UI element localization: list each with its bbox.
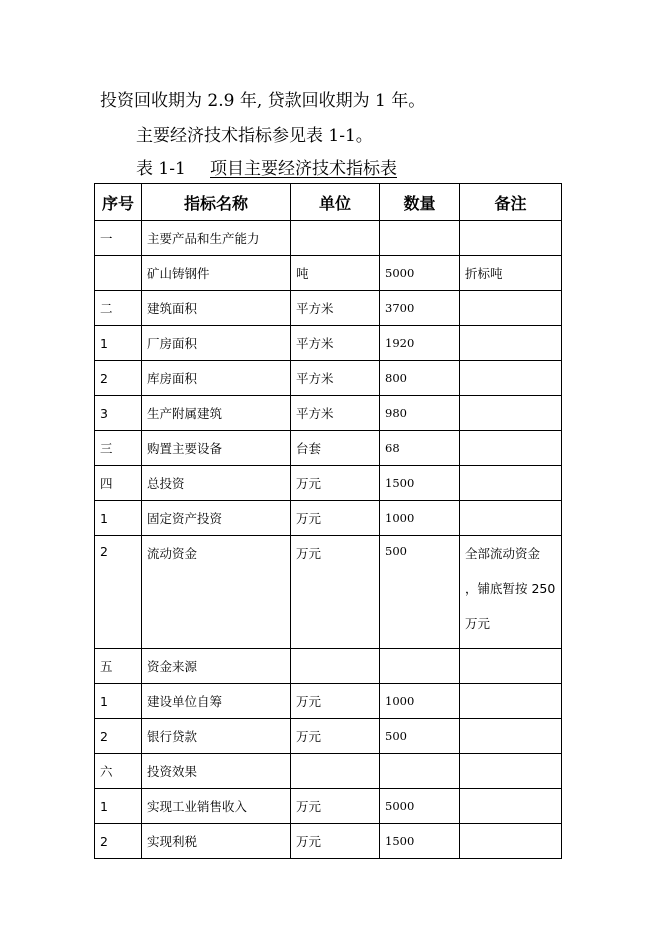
cell-quantity: 5000	[380, 789, 460, 824]
cell-quantity: 1500	[380, 466, 460, 501]
cell-indicator-name: 投资效果	[142, 754, 291, 789]
cell-quantity: 1000	[380, 501, 460, 536]
table-row	[95, 824, 562, 859]
table-row	[95, 396, 562, 431]
table-row	[95, 501, 562, 536]
cell-seq: 1	[95, 501, 142, 536]
header-quantity: 数量	[380, 184, 460, 221]
cell-quantity	[380, 221, 460, 256]
table-row	[95, 431, 562, 466]
cell-unit: 平方米	[291, 326, 380, 361]
cell-unit: 平方米	[291, 361, 380, 396]
cell-indicator-name: 银行贷款	[142, 719, 291, 754]
cell-quantity: 68	[380, 431, 460, 466]
cell-unit: 万元	[291, 466, 380, 501]
cell-unit	[291, 649, 380, 684]
header-unit: 单位	[291, 184, 380, 221]
table-header-row	[95, 184, 562, 221]
cell-remark	[460, 326, 562, 361]
cell-remark	[460, 684, 562, 719]
cell-indicator-name: 矿山铸钢件	[142, 256, 291, 291]
table-number: 表 1-1	[136, 159, 186, 179]
cell-remark	[460, 431, 562, 466]
cell-remark	[460, 754, 562, 789]
cell-seq: 三	[95, 431, 142, 466]
cell-remark	[460, 824, 562, 859]
cell-unit: 万元	[291, 501, 380, 536]
cell-seq: 五	[95, 649, 142, 684]
cell-indicator-name: 库房面积	[142, 361, 291, 396]
cell-seq	[95, 256, 142, 291]
cell-quantity: 1920	[380, 326, 460, 361]
cell-indicator-name: 厂房面积	[142, 326, 291, 361]
cell-seq: 1	[95, 684, 142, 719]
indicator-table	[94, 183, 562, 859]
cell-seq: 2	[95, 361, 142, 396]
cell-unit: 万元	[291, 824, 380, 859]
cell-remark	[460, 466, 562, 501]
paragraph-line-2: 主要经济技术指标参见表 1-1。	[136, 126, 373, 146]
cell-quantity: 1500	[380, 824, 460, 859]
cell-indicator-name: 主要产品和生产能力	[142, 221, 291, 256]
cell-remark	[460, 221, 562, 256]
cell-indicator-name: 实现工业销售收入	[142, 789, 291, 824]
table-row	[95, 649, 562, 684]
paragraph-line-1: 投资回收期为 2.9 年, 贷款回收期为 1 年。	[100, 91, 426, 111]
cell-seq: 六	[95, 754, 142, 789]
cell-seq: 1	[95, 789, 142, 824]
cell-indicator-name: 总投资	[142, 466, 291, 501]
cell-quantity: 1000	[380, 684, 460, 719]
table-row	[95, 536, 562, 649]
cell-quantity	[380, 754, 460, 789]
cell-unit: 平方米	[291, 291, 380, 326]
cell-seq: 1	[95, 326, 142, 361]
cell-remark	[460, 719, 562, 754]
remark-line: ，铺底暂按 250	[465, 581, 556, 596]
remark-line: 全部流动资金	[465, 546, 541, 561]
cell-unit: 吨	[291, 256, 380, 291]
cell-indicator-name: 实现利税	[142, 824, 291, 859]
header-indicator-name: 指标名称	[142, 184, 291, 221]
cell-indicator-name: 资金来源	[142, 649, 291, 684]
cell-seq: 四	[95, 466, 142, 501]
cell-indicator-name: 固定资产投资	[142, 501, 291, 536]
cell-remark	[460, 536, 562, 649]
cell-quantity: 980	[380, 396, 460, 431]
table-caption	[136, 154, 397, 179]
cell-unit	[291, 221, 380, 256]
table-row	[95, 754, 562, 789]
table-row	[95, 719, 562, 754]
table-row	[95, 221, 562, 256]
cell-remark	[460, 501, 562, 536]
cell-remark	[460, 789, 562, 824]
cell-seq: 2	[95, 719, 142, 754]
cell-remark	[460, 396, 562, 431]
cell-quantity: 500	[380, 536, 460, 649]
remark-line: 万元	[465, 616, 491, 631]
table-title: 项目主要经济技术指标表	[210, 159, 397, 179]
table-row	[95, 684, 562, 719]
table-row	[95, 256, 562, 291]
cell-indicator-name: 生产附属建筑	[142, 396, 291, 431]
table-row	[95, 361, 562, 396]
cell-seq: 2	[95, 536, 142, 649]
table-row	[95, 466, 562, 501]
cell-seq: 二	[95, 291, 142, 326]
header-seq: 序号	[95, 184, 142, 221]
cell-remark	[460, 291, 562, 326]
cell-indicator-name: 购置主要设备	[142, 431, 291, 466]
cell-quantity: 5000	[380, 256, 460, 291]
cell-seq: 一	[95, 221, 142, 256]
cell-remark	[460, 361, 562, 396]
cell-indicator-name: 建筑面积	[142, 291, 291, 326]
cell-unit: 万元	[291, 789, 380, 824]
cell-remark: 折标吨	[460, 256, 562, 291]
cell-seq: 2	[95, 824, 142, 859]
cell-unit	[291, 754, 380, 789]
cell-seq: 3	[95, 396, 142, 431]
cell-indicator-name: 建设单位自筹	[142, 684, 291, 719]
cell-unit: 万元	[291, 536, 380, 649]
cell-indicator-name: 流动资金	[142, 536, 291, 649]
cell-quantity: 800	[380, 361, 460, 396]
table-row	[95, 789, 562, 824]
cell-quantity	[380, 649, 460, 684]
table-row	[95, 291, 562, 326]
cell-unit: 万元	[291, 719, 380, 754]
cell-unit: 台套	[291, 431, 380, 466]
cell-unit: 平方米	[291, 396, 380, 431]
cell-unit: 万元	[291, 684, 380, 719]
cell-quantity: 500	[380, 719, 460, 754]
table-row	[95, 326, 562, 361]
header-remark: 备注	[460, 184, 562, 221]
cell-remark	[460, 649, 562, 684]
cell-quantity: 3700	[380, 291, 460, 326]
